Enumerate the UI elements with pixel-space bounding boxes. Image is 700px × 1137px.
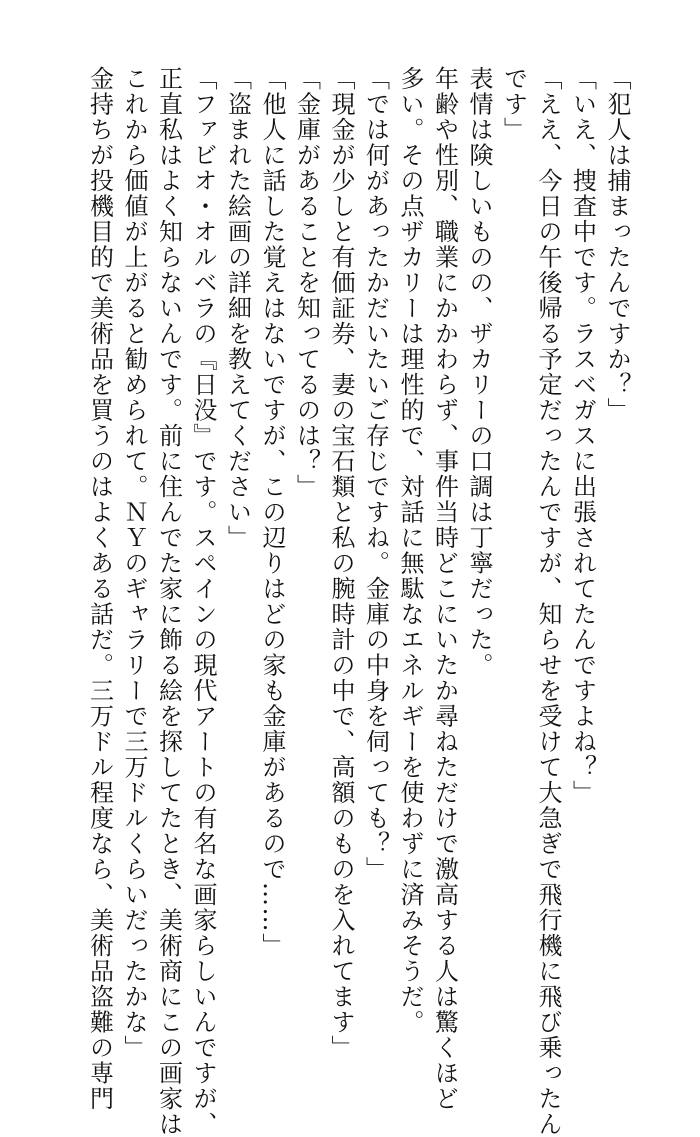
vertical-text-body xyxy=(82,66,634,1137)
text-line: 「ええ、今日の午後帰る予定だったんですが、知らせを受けて大急ぎで飛行機に飛び乗ったん xyxy=(534,66,562,1137)
text-line: 「犯人は捕まったんですか？」 xyxy=(603,66,631,423)
text-line: 表情は険しいものの、ザカリーの口調は丁寧だった。 xyxy=(465,66,493,678)
text-line: 正直私はよく知らないんです。前に住んでた家に飾る絵を探してたとき、美術商にこの画家は xyxy=(154,66,183,1137)
text-line: です」 xyxy=(499,66,528,143)
text-line: 「いえ、捜査中です。ラスベガスに出張されてたんですよね？」 xyxy=(568,66,597,806)
text-line: 「他人に話した覚えはないですが、この辺りはどの家も金庫があるので……」 xyxy=(258,66,286,959)
text-line: 多い。その点ザカリーは理性的で、対話に無駄なエネルギーを使わずに済みそうだ。 xyxy=(396,66,424,1035)
text-line: 年齢や性別、職業にかかわらず、事件当時どこにいたか尋ねただけで激高する人は驚くほど xyxy=(430,66,459,1112)
text-line: 「盗まれた絵画の詳細を教えてください」 xyxy=(223,66,252,551)
text-line: 「現金が少しと有価証券、妻の宝石類と私の腕時計の中で、高額のものを入れてます」 xyxy=(327,66,355,1061)
text-line: 「金庫があることを知ってるのは？」 xyxy=(292,66,321,500)
text-line: 金持ちが投機目的で美術品を買うのはよくある話だ。三万ドル程度なら、美術品盗難の専門 xyxy=(85,66,114,1112)
text-line: 「では何があったかだいたいご存じですね。金庫の中身を伺っても？」 xyxy=(361,66,390,882)
text-line: これから価値が上がると勧められて。ＮＹのギャラリーで三万ドルくらいだったかな」 xyxy=(120,66,148,1061)
text-line: 「ファビオ・オルベラの『日没』です。スペインの現代アートの有名な画家らしいんですが、 xyxy=(189,66,217,1137)
